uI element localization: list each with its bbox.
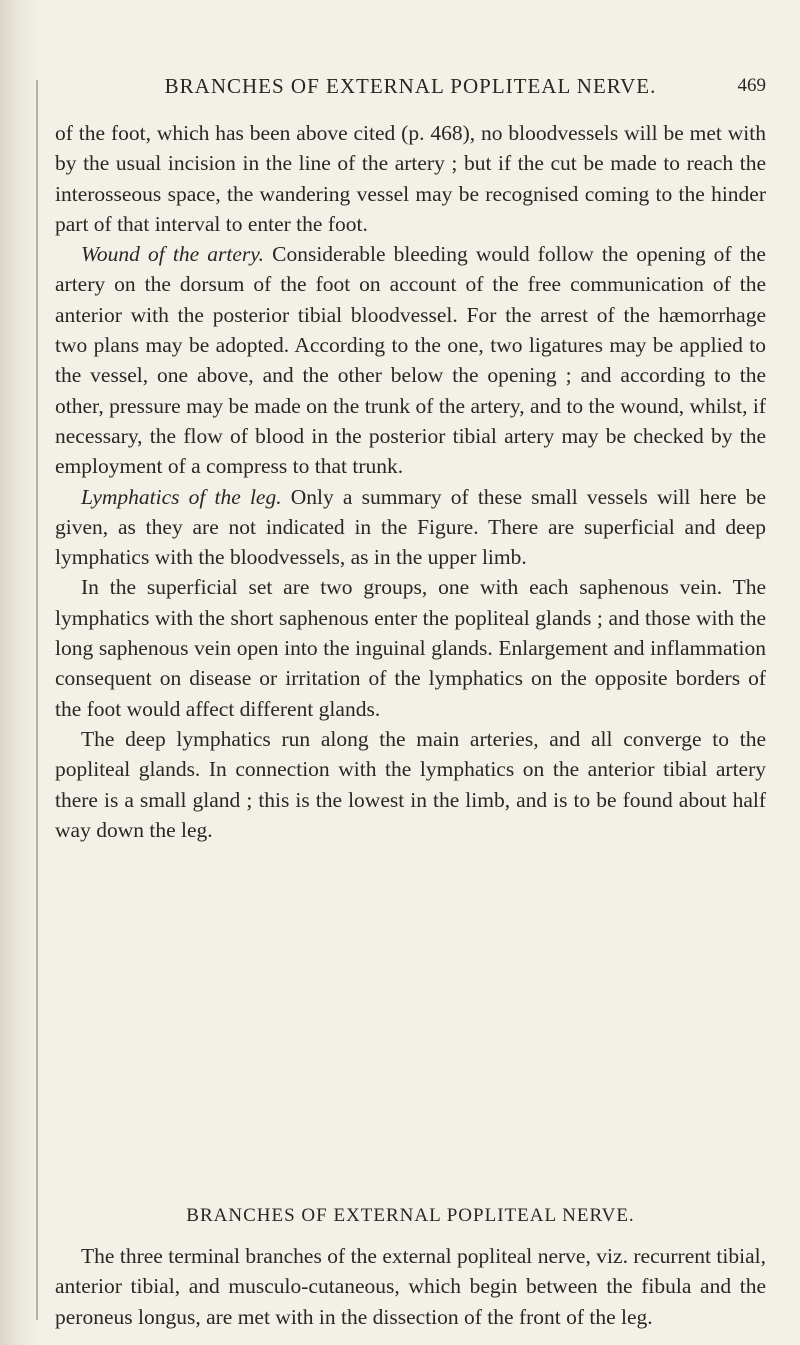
paragraph-text: The deep lymphatics run along the main arteries, and all converge to the popliteal glands. In connection with the lymphatics on the anterior tibial artery there is a small gland ; this is the lowest in the limb, and is to be found about half way down the leg.	[55, 726, 766, 842]
paragraph-lead-heading: Lymphatics of the leg.	[81, 484, 282, 509]
paragraph-text: of the foot, which has been above cited (p. 468), no bloodvessels will be met with by the usual incision in the line of the artery ; but if the cut be made to reach the interosseous space, the wandering vessel may be recognised coming to the hinder part of that interval to enter the foot.	[55, 121, 766, 236]
body-text	[55, 118, 766, 845]
binding-edge	[36, 80, 38, 1320]
paragraph-superficial-set	[55, 572, 766, 723]
running-title: BRANCHES OF EXTERNAL POPLITEAL NERVE.	[164, 74, 657, 98]
binding-gutter	[0, 0, 40, 1345]
paragraph-text: In the superficial set are two groups, one with each saphenous vein. The lymphatics with the short saphenous enter the popliteal glands ; and those with the long saphenous vein open into the inguinal glands. Enlargement and inflammation consequent on disease or irritation of the lymphatics on the opposite borders of the foot would affect different glands.	[55, 575, 766, 721]
paragraph-lead-heading: Wound of the artery.	[81, 242, 264, 267]
paragraph-text: Only a summary of these small vessels will here be given, as they are not indicated in the Figure. There are superficial and deep lymphatics with the bloodvessels, as in the upper limb.	[55, 484, 767, 570]
section-heading: BRANCHES OF EXTERNAL POPLITEAL NERVE.	[186, 1205, 635, 1226]
paragraph-text: The three terminal branches of the external popliteal nerve, viz. recurrent tibial, anterior tibial, and musculo-cutaneous, which begin between the fibula and the peroneus longus, are met with in the dissection of the front of the leg.	[55, 1244, 766, 1329]
running-head	[55, 74, 766, 106]
paragraph-wound-of-artery	[55, 239, 766, 481]
section-text	[55, 1241, 766, 1332]
paragraph-text: Considerable bleeding would follow the opening of the artery on the dorsum of the foot on account of the free communication of the anterior with the posterior tibial bloodvessel. For the arrest of the hæmorrhage two plans may be adopted. According to the one, two ligatures may be applied to the vessel, one above, and the other below the opening ; and according to the other, pressure may be made on the trunk of the artery, and to the wound, whilst, if necessary, the flow of blood in the posterior tibial artery may be checked by the employment of a compress to that trunk.	[55, 242, 766, 479]
paragraph-external-popliteal	[55, 1241, 766, 1332]
paragraph-deep-lymphatics	[55, 724, 766, 845]
paragraph-lymphatics-of-leg	[55, 482, 766, 573]
paragraph-continued	[55, 118, 766, 239]
page-number: 469	[737, 75, 766, 96]
